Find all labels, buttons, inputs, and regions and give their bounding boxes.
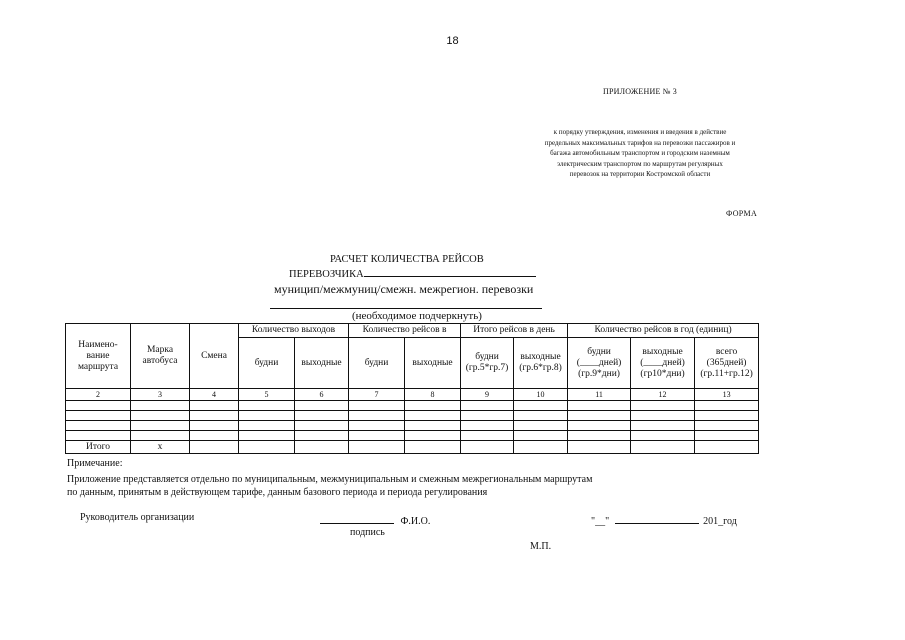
date-year: 201_год xyxy=(703,516,737,527)
signature-blank xyxy=(320,513,394,524)
signature-caption: подпись xyxy=(350,527,385,538)
order-reference xyxy=(505,127,775,180)
carrier-line xyxy=(289,266,536,280)
underline-hint: (необходимое подчеркнуть) xyxy=(352,310,482,322)
header-total-day: Итого рейсов в день xyxy=(461,324,568,338)
subheader-cell: будни xyxy=(239,338,295,389)
document-title: РАСЧЕТ КОЛИЧЕСТВА РЕЙСОВ xyxy=(330,254,484,265)
form-label: ФОРМА xyxy=(726,209,758,218)
table-row xyxy=(66,411,759,421)
total-label: Итого xyxy=(66,441,131,454)
header-bus: Марка автобуса xyxy=(131,324,190,389)
date-day: "__" xyxy=(591,516,610,527)
total-row xyxy=(66,441,759,454)
table-header-row xyxy=(66,324,759,338)
carrier-name-blank xyxy=(364,266,536,277)
order-line: к порядку утверждения, изменения и введения в действие xyxy=(553,128,727,136)
column-number: 11 xyxy=(568,389,631,401)
underline-rule xyxy=(270,308,542,309)
subheader-cell: выходные xyxy=(295,338,349,389)
order-line: перевозок на территории Костромской области xyxy=(569,170,711,178)
order-line: багажа автомобильным транспортом и городским наземным xyxy=(550,149,730,157)
subheader-cell: выходные (гр.6*гр.8) xyxy=(514,338,568,389)
total-bus-mark: х xyxy=(131,441,190,454)
subheader-cell: будни (гр.5*гр.7) xyxy=(461,338,514,389)
column-number: 10 xyxy=(514,389,568,401)
column-number: 13 xyxy=(695,389,759,401)
page-number: 18 xyxy=(446,35,459,47)
transport-type-options: муницип/межмуниц/смежн. межрегион. перевозки xyxy=(274,282,534,296)
column-number: 3 xyxy=(131,389,190,401)
signature-field xyxy=(320,513,430,527)
column-number: 8 xyxy=(405,389,461,401)
table-row xyxy=(66,421,759,431)
order-line: предельных максимальных тарифов на перевозки пассажиров и xyxy=(544,138,736,147)
note-line: по данным, принятым в действующем тарифе, данным базового периода и периода регулирования xyxy=(67,487,488,498)
head-of-organization-label: Руководитель организации xyxy=(80,512,195,523)
date-field xyxy=(591,513,737,527)
column-number: 7 xyxy=(349,389,405,401)
carrier-label: ПЕРЕВОЗЧИКА xyxy=(289,269,364,280)
subheader-cell: выходные xyxy=(405,338,461,389)
column-number: 9 xyxy=(461,389,514,401)
column-number: 4 xyxy=(190,389,239,401)
note-line: Приложение представляется отдельно по муниципальным, межмуниципальным и смежным межрегиональным маршрутам xyxy=(67,474,593,485)
subheader-cell: будни xyxy=(349,338,405,389)
column-number: 6 xyxy=(295,389,349,401)
fio-label: Ф.И.О. xyxy=(400,516,431,527)
header-exits: Количество выходов xyxy=(239,324,349,338)
appendix-title: ПРИЛОЖЕНИЕ № 3 xyxy=(603,87,677,96)
column-number: 12 xyxy=(631,389,695,401)
subheader-cell: будни (____дней) (гр.9*дни) xyxy=(568,338,631,389)
column-number: 5 xyxy=(239,389,295,401)
subheader-cell: всего (365дней) (гр.11+гр.12) xyxy=(695,338,759,389)
header-year: Количество рейсов в год (единиц) xyxy=(568,324,759,338)
column-number: 2 xyxy=(66,389,131,401)
header-trips: Количество рейсов в xyxy=(349,324,461,338)
header-shift: Смена xyxy=(190,324,239,389)
subheader-cell: выходные (____дней) (гр10*дни) xyxy=(631,338,695,389)
order-line: электрическим транспортом по маршрутам регулярных xyxy=(557,159,723,168)
header-route: Наимено-вание маршрута xyxy=(66,324,131,389)
date-month-blank xyxy=(615,513,699,524)
stamp-place: М.П. xyxy=(530,541,552,552)
table-row xyxy=(66,401,759,411)
column-number-row xyxy=(66,389,759,401)
table-row xyxy=(66,431,759,441)
trips-table xyxy=(65,323,759,454)
note-label: Примечание: xyxy=(67,458,123,469)
